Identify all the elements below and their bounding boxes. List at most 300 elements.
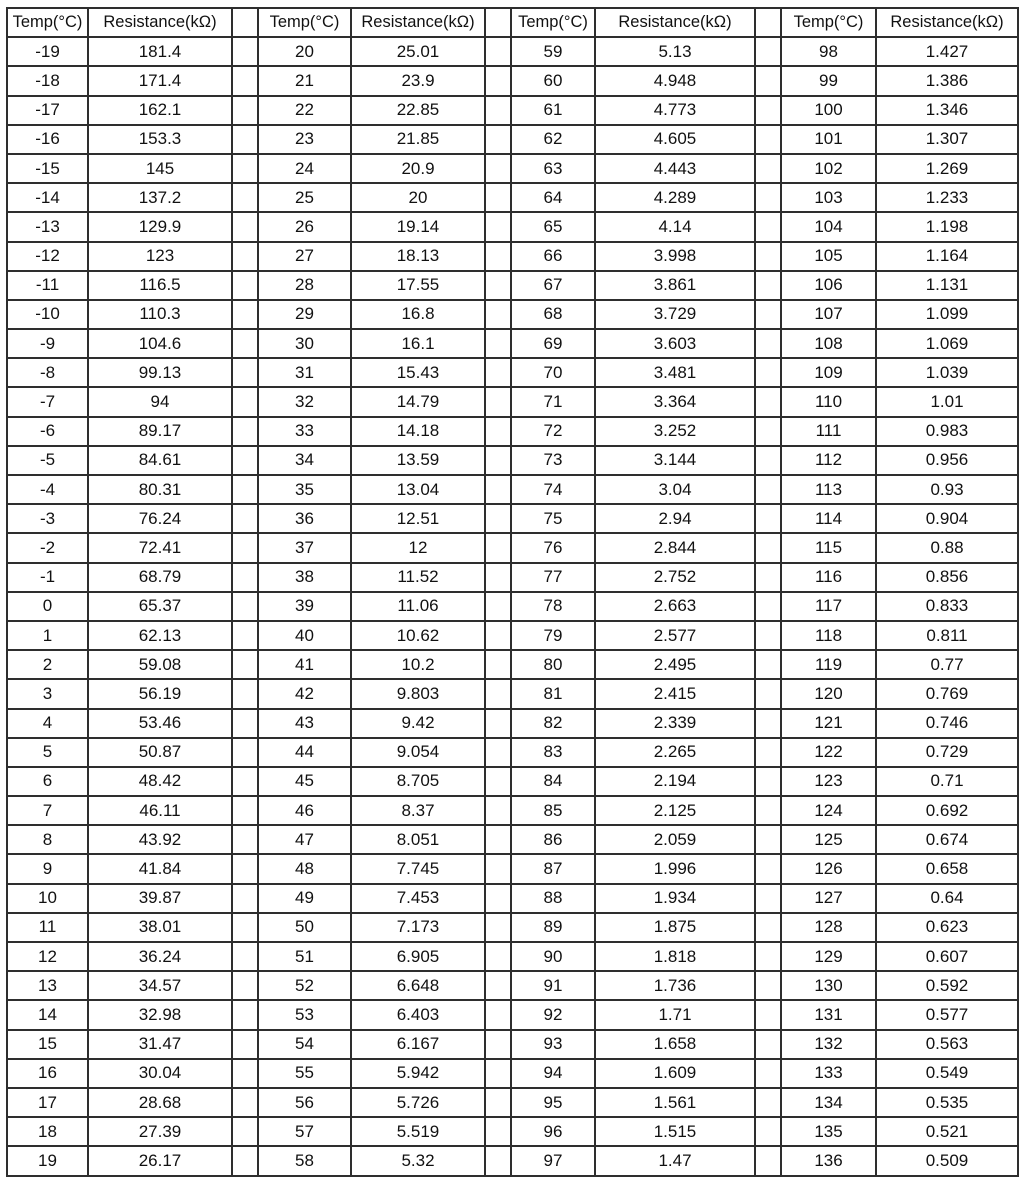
resistance-cell: 5.519 (351, 1117, 485, 1146)
column-gap (755, 358, 781, 387)
column-gap (485, 1030, 511, 1059)
table-row (7, 183, 1018, 212)
temp-cell: 72 (511, 417, 595, 446)
temp-cell: 57 (258, 1117, 351, 1146)
resistance-cell: 4.443 (595, 154, 755, 183)
resistance-cell: 181.4 (88, 37, 232, 66)
resistance-cell: 0.549 (876, 1059, 1018, 1088)
resistance-cell: 0.623 (876, 913, 1018, 942)
table-row (7, 358, 1018, 387)
column-gap (755, 679, 781, 708)
column-gap (755, 884, 781, 913)
temp-cell: 120 (781, 679, 876, 708)
column-gap (755, 271, 781, 300)
column-gap (232, 1059, 258, 1088)
column-gap (485, 650, 511, 679)
temp-cell: 30 (258, 329, 351, 358)
resistance-cell: 1.736 (595, 971, 755, 1000)
temp-cell: 78 (511, 592, 595, 621)
resistance-header: Resistance(kΩ) (876, 8, 1018, 37)
resistance-cell: 1.198 (876, 212, 1018, 241)
temp-cell: 121 (781, 709, 876, 738)
temp-cell: -15 (7, 154, 88, 183)
resistance-cell: 1.233 (876, 183, 1018, 212)
resistance-cell: 16.1 (351, 329, 485, 358)
resistance-cell: 0.71 (876, 767, 1018, 796)
column-gap (232, 738, 258, 767)
resistance-cell: 72.41 (88, 533, 232, 562)
resistance-cell: 14.18 (351, 417, 485, 446)
resistance-cell: 80.31 (88, 475, 232, 504)
column-gap (755, 942, 781, 971)
resistance-cell: 3.144 (595, 446, 755, 475)
resistance-cell: 8.37 (351, 796, 485, 825)
temp-cell: 32 (258, 387, 351, 416)
resistance-cell: 9.42 (351, 709, 485, 738)
column-gap (232, 300, 258, 329)
temp-cell: 14 (7, 1000, 88, 1029)
temp-cell: -3 (7, 504, 88, 533)
temp-cell: -6 (7, 417, 88, 446)
temp-cell: 128 (781, 913, 876, 942)
temp-cell: 6 (7, 767, 88, 796)
temp-cell: 10 (7, 884, 88, 913)
resistance-cell: 123 (88, 242, 232, 271)
resistance-cell: 2.194 (595, 767, 755, 796)
temp-cell: 45 (258, 767, 351, 796)
resistance-cell: 0.535 (876, 1088, 1018, 1117)
resistance-cell: 0.88 (876, 533, 1018, 562)
column-gap (755, 446, 781, 475)
temp-cell: 17 (7, 1088, 88, 1117)
temp-cell: 113 (781, 475, 876, 504)
column-gap (485, 913, 511, 942)
temp-header: Temp(°C) (7, 8, 88, 37)
column-gap (232, 387, 258, 416)
resistance-cell: 26.17 (88, 1146, 232, 1175)
resistance-cell: 76.24 (88, 504, 232, 533)
column-gap (485, 679, 511, 708)
resistance-cell: 4.773 (595, 96, 755, 125)
temp-cell: 36 (258, 504, 351, 533)
column-gap (232, 825, 258, 854)
resistance-cell: 0.811 (876, 621, 1018, 650)
temp-cell: 54 (258, 1030, 351, 1059)
temp-cell: 38 (258, 563, 351, 592)
resistance-cell: 1.47 (595, 1146, 755, 1175)
resistance-cell: 43.92 (88, 825, 232, 854)
resistance-cell: 0.77 (876, 650, 1018, 679)
column-gap (232, 125, 258, 154)
column-gap (232, 504, 258, 533)
resistance-cell: 20 (351, 183, 485, 212)
resistance-cell: 2.94 (595, 504, 755, 533)
resistance-cell: 3.603 (595, 329, 755, 358)
temp-cell: 133 (781, 1059, 876, 1088)
column-gap (485, 125, 511, 154)
temp-header: Temp(°C) (781, 8, 876, 37)
table-row (7, 446, 1018, 475)
column-gap (232, 592, 258, 621)
temp-cell: 26 (258, 212, 351, 241)
temp-cell: 44 (258, 738, 351, 767)
temp-cell: -10 (7, 300, 88, 329)
column-gap (755, 1088, 781, 1117)
resistance-cell: 10.2 (351, 650, 485, 679)
column-gap (485, 592, 511, 621)
resistance-cell: 1.164 (876, 242, 1018, 271)
temp-cell: 130 (781, 971, 876, 1000)
temp-cell: 99 (781, 66, 876, 95)
temp-cell: 67 (511, 271, 595, 300)
temp-cell: 126 (781, 854, 876, 883)
resistance-cell: 2.663 (595, 592, 755, 621)
temp-cell: 94 (511, 1059, 595, 1088)
resistance-cell: 34.57 (88, 971, 232, 1000)
temp-cell: 24 (258, 154, 351, 183)
temp-cell: 15 (7, 1030, 88, 1059)
column-gap (232, 533, 258, 562)
column-gap (232, 446, 258, 475)
column-gap (485, 854, 511, 883)
temp-cell: 108 (781, 329, 876, 358)
table-row (7, 504, 1018, 533)
temp-cell: 33 (258, 417, 351, 446)
column-gap (755, 563, 781, 592)
resistance-cell: 32.98 (88, 1000, 232, 1029)
column-gap (232, 621, 258, 650)
resistance-cell: 3.04 (595, 475, 755, 504)
column-gap (755, 1146, 781, 1175)
resistance-header: Resistance(kΩ) (88, 8, 232, 37)
temp-cell: 51 (258, 942, 351, 971)
table-row (7, 475, 1018, 504)
temp-cell: 76 (511, 533, 595, 562)
resistance-cell: 50.87 (88, 738, 232, 767)
temp-cell: 93 (511, 1030, 595, 1059)
column-gap (755, 417, 781, 446)
resistance-cell: 0.93 (876, 475, 1018, 504)
column-gap (755, 650, 781, 679)
resistance-cell: 89.17 (88, 417, 232, 446)
resistance-cell: 1.307 (876, 125, 1018, 154)
resistance-cell: 38.01 (88, 913, 232, 942)
temp-cell: -1 (7, 563, 88, 592)
resistance-cell: 129.9 (88, 212, 232, 241)
resistance-cell: 5.942 (351, 1059, 485, 1088)
temp-cell: 74 (511, 475, 595, 504)
resistance-cell: 1.039 (876, 358, 1018, 387)
temp-cell: 5 (7, 738, 88, 767)
column-gap (755, 242, 781, 271)
resistance-cell: 0.577 (876, 1000, 1018, 1029)
resistance-cell: 53.46 (88, 709, 232, 738)
header-row (7, 8, 1018, 37)
table-row (7, 212, 1018, 241)
column-gap (232, 971, 258, 1000)
resistance-cell: 62.13 (88, 621, 232, 650)
resistance-cell: 84.61 (88, 446, 232, 475)
resistance-cell: 3.861 (595, 271, 755, 300)
column-gap (485, 884, 511, 913)
temp-cell: 31 (258, 358, 351, 387)
column-gap (755, 125, 781, 154)
column-gap (485, 1000, 511, 1029)
temp-cell: 71 (511, 387, 595, 416)
temp-cell: 109 (781, 358, 876, 387)
resistance-cell: 5.13 (595, 37, 755, 66)
table-row (7, 621, 1018, 650)
thermistor-table-sheet (6, 7, 1017, 1177)
resistance-cell: 2.495 (595, 650, 755, 679)
resistance-cell: 0.64 (876, 884, 1018, 913)
temp-cell: 105 (781, 242, 876, 271)
table-row (7, 417, 1018, 446)
temp-cell: 90 (511, 942, 595, 971)
temp-cell: 73 (511, 446, 595, 475)
temp-cell: 97 (511, 1146, 595, 1175)
table-row (7, 154, 1018, 183)
temp-cell: 12 (7, 942, 88, 971)
temp-cell: -16 (7, 125, 88, 154)
table-row (7, 767, 1018, 796)
resistance-cell: 7.745 (351, 854, 485, 883)
resistance-cell: 3.998 (595, 242, 755, 271)
resistance-cell: 15.43 (351, 358, 485, 387)
resistance-cell: 7.173 (351, 913, 485, 942)
column-gap (755, 37, 781, 66)
resistance-header: Resistance(kΩ) (595, 8, 755, 37)
resistance-cell: 36.24 (88, 942, 232, 971)
table-row (7, 242, 1018, 271)
resistance-cell: 9.803 (351, 679, 485, 708)
column-gap (232, 1088, 258, 1117)
resistance-cell: 0.658 (876, 854, 1018, 883)
resistance-cell: 17.55 (351, 271, 485, 300)
temp-cell: 96 (511, 1117, 595, 1146)
column-gap (755, 212, 781, 241)
temp-cell: 70 (511, 358, 595, 387)
temp-cell: 98 (781, 37, 876, 66)
temp-cell: 66 (511, 242, 595, 271)
resistance-cell: 0.607 (876, 942, 1018, 971)
temp-cell: 59 (511, 37, 595, 66)
temp-cell: 58 (258, 1146, 351, 1175)
resistance-cell: 19.14 (351, 212, 485, 241)
resistance-cell: 2.339 (595, 709, 755, 738)
column-gap (485, 37, 511, 66)
resistance-cell: 0.956 (876, 446, 1018, 475)
table-row (7, 1059, 1018, 1088)
column-gap (232, 37, 258, 66)
temp-cell: 37 (258, 533, 351, 562)
temp-cell: 103 (781, 183, 876, 212)
resistance-cell: 116.5 (88, 271, 232, 300)
temp-cell: 115 (781, 533, 876, 562)
temp-cell: 119 (781, 650, 876, 679)
column-gap (485, 621, 511, 650)
column-gap (755, 8, 781, 37)
temp-cell: 3 (7, 679, 88, 708)
resistance-cell: 12.51 (351, 504, 485, 533)
temp-cell: 52 (258, 971, 351, 1000)
temp-cell: 123 (781, 767, 876, 796)
column-gap (485, 1059, 511, 1088)
temp-cell: 116 (781, 563, 876, 592)
column-gap (485, 446, 511, 475)
table-row (7, 329, 1018, 358)
column-gap (232, 709, 258, 738)
resistance-cell: 21.85 (351, 125, 485, 154)
column-gap (755, 825, 781, 854)
temp-cell: 84 (511, 767, 595, 796)
temp-cell: 47 (258, 825, 351, 854)
temp-cell: 79 (511, 621, 595, 650)
temperature-resistance-table (6, 7, 1019, 1177)
resistance-cell: 13.04 (351, 475, 485, 504)
temp-cell: 21 (258, 66, 351, 95)
temp-cell: 28 (258, 271, 351, 300)
temp-cell: 88 (511, 884, 595, 913)
temp-cell: 16 (7, 1059, 88, 1088)
column-gap (485, 271, 511, 300)
column-gap (232, 154, 258, 183)
temp-cell: -19 (7, 37, 88, 66)
resistance-cell: 6.167 (351, 1030, 485, 1059)
resistance-cell: 6.403 (351, 1000, 485, 1029)
resistance-cell: 1.01 (876, 387, 1018, 416)
column-gap (485, 563, 511, 592)
resistance-cell: 1.996 (595, 854, 755, 883)
resistance-cell: 1.934 (595, 884, 755, 913)
table-row (7, 533, 1018, 562)
resistance-cell: 0.674 (876, 825, 1018, 854)
column-gap (485, 1088, 511, 1117)
resistance-cell: 27.39 (88, 1117, 232, 1146)
table-row (7, 592, 1018, 621)
resistance-cell: 162.1 (88, 96, 232, 125)
resistance-cell: 16.8 (351, 300, 485, 329)
table-row (7, 387, 1018, 416)
resistance-cell: 110.3 (88, 300, 232, 329)
table-row (7, 796, 1018, 825)
resistance-cell: 46.11 (88, 796, 232, 825)
column-gap (755, 475, 781, 504)
resistance-cell: 1.658 (595, 1030, 755, 1059)
table-row (7, 37, 1018, 66)
column-gap (755, 709, 781, 738)
temp-cell: -17 (7, 96, 88, 125)
column-gap (485, 796, 511, 825)
column-gap (232, 884, 258, 913)
resistance-cell: 6.648 (351, 971, 485, 1000)
column-gap (755, 913, 781, 942)
temp-cell: -9 (7, 329, 88, 358)
temp-cell: -11 (7, 271, 88, 300)
temp-cell: 77 (511, 563, 595, 592)
temp-cell: -5 (7, 446, 88, 475)
column-gap (755, 329, 781, 358)
resistance-cell: 0.509 (876, 1146, 1018, 1175)
resistance-cell: 2.125 (595, 796, 755, 825)
column-gap (485, 504, 511, 533)
column-gap (232, 271, 258, 300)
resistance-cell: 68.79 (88, 563, 232, 592)
column-gap (232, 650, 258, 679)
column-gap (232, 66, 258, 95)
temp-cell: 68 (511, 300, 595, 329)
resistance-cell: 1.099 (876, 300, 1018, 329)
resistance-cell: 153.3 (88, 125, 232, 154)
column-gap (232, 358, 258, 387)
column-gap (485, 767, 511, 796)
temp-cell: 62 (511, 125, 595, 154)
temp-cell: -18 (7, 66, 88, 95)
temp-cell: 114 (781, 504, 876, 533)
column-gap (232, 563, 258, 592)
resistance-cell: 14.79 (351, 387, 485, 416)
column-gap (232, 942, 258, 971)
resistance-header: Resistance(kΩ) (351, 8, 485, 37)
temp-cell: 49 (258, 884, 351, 913)
column-gap (232, 1000, 258, 1029)
temp-cell: 136 (781, 1146, 876, 1175)
temp-cell: 61 (511, 96, 595, 125)
resistance-cell: 23.9 (351, 66, 485, 95)
column-gap (232, 417, 258, 446)
resistance-cell: 28.68 (88, 1088, 232, 1117)
temp-cell: 42 (258, 679, 351, 708)
column-gap (755, 854, 781, 883)
column-gap (485, 475, 511, 504)
temp-cell: 81 (511, 679, 595, 708)
table-row (7, 650, 1018, 679)
temp-cell: 117 (781, 592, 876, 621)
temp-cell: 65 (511, 212, 595, 241)
temp-cell: -12 (7, 242, 88, 271)
temp-cell: 135 (781, 1117, 876, 1146)
temp-cell: 19 (7, 1146, 88, 1175)
temp-cell: 53 (258, 1000, 351, 1029)
resistance-cell: 0.833 (876, 592, 1018, 621)
column-gap (755, 767, 781, 796)
column-gap (485, 533, 511, 562)
column-gap (485, 709, 511, 738)
table-row (7, 1088, 1018, 1117)
resistance-cell: 7.453 (351, 884, 485, 913)
column-gap (755, 1117, 781, 1146)
temp-cell: 75 (511, 504, 595, 533)
resistance-cell: 0.692 (876, 796, 1018, 825)
resistance-cell: 1.515 (595, 1117, 755, 1146)
temp-cell: 8 (7, 825, 88, 854)
resistance-cell: 0.769 (876, 679, 1018, 708)
column-gap (485, 825, 511, 854)
resistance-cell: 11.52 (351, 563, 485, 592)
table-row (7, 96, 1018, 125)
column-gap (755, 796, 781, 825)
resistance-cell: 2.059 (595, 825, 755, 854)
temp-cell: 69 (511, 329, 595, 358)
resistance-cell: 4.14 (595, 212, 755, 241)
temp-cell: 112 (781, 446, 876, 475)
temp-cell: 4 (7, 709, 88, 738)
temp-cell: 13 (7, 971, 88, 1000)
resistance-cell: 8.051 (351, 825, 485, 854)
resistance-cell: 2.577 (595, 621, 755, 650)
temp-cell: 50 (258, 913, 351, 942)
temp-cell: 56 (258, 1088, 351, 1117)
